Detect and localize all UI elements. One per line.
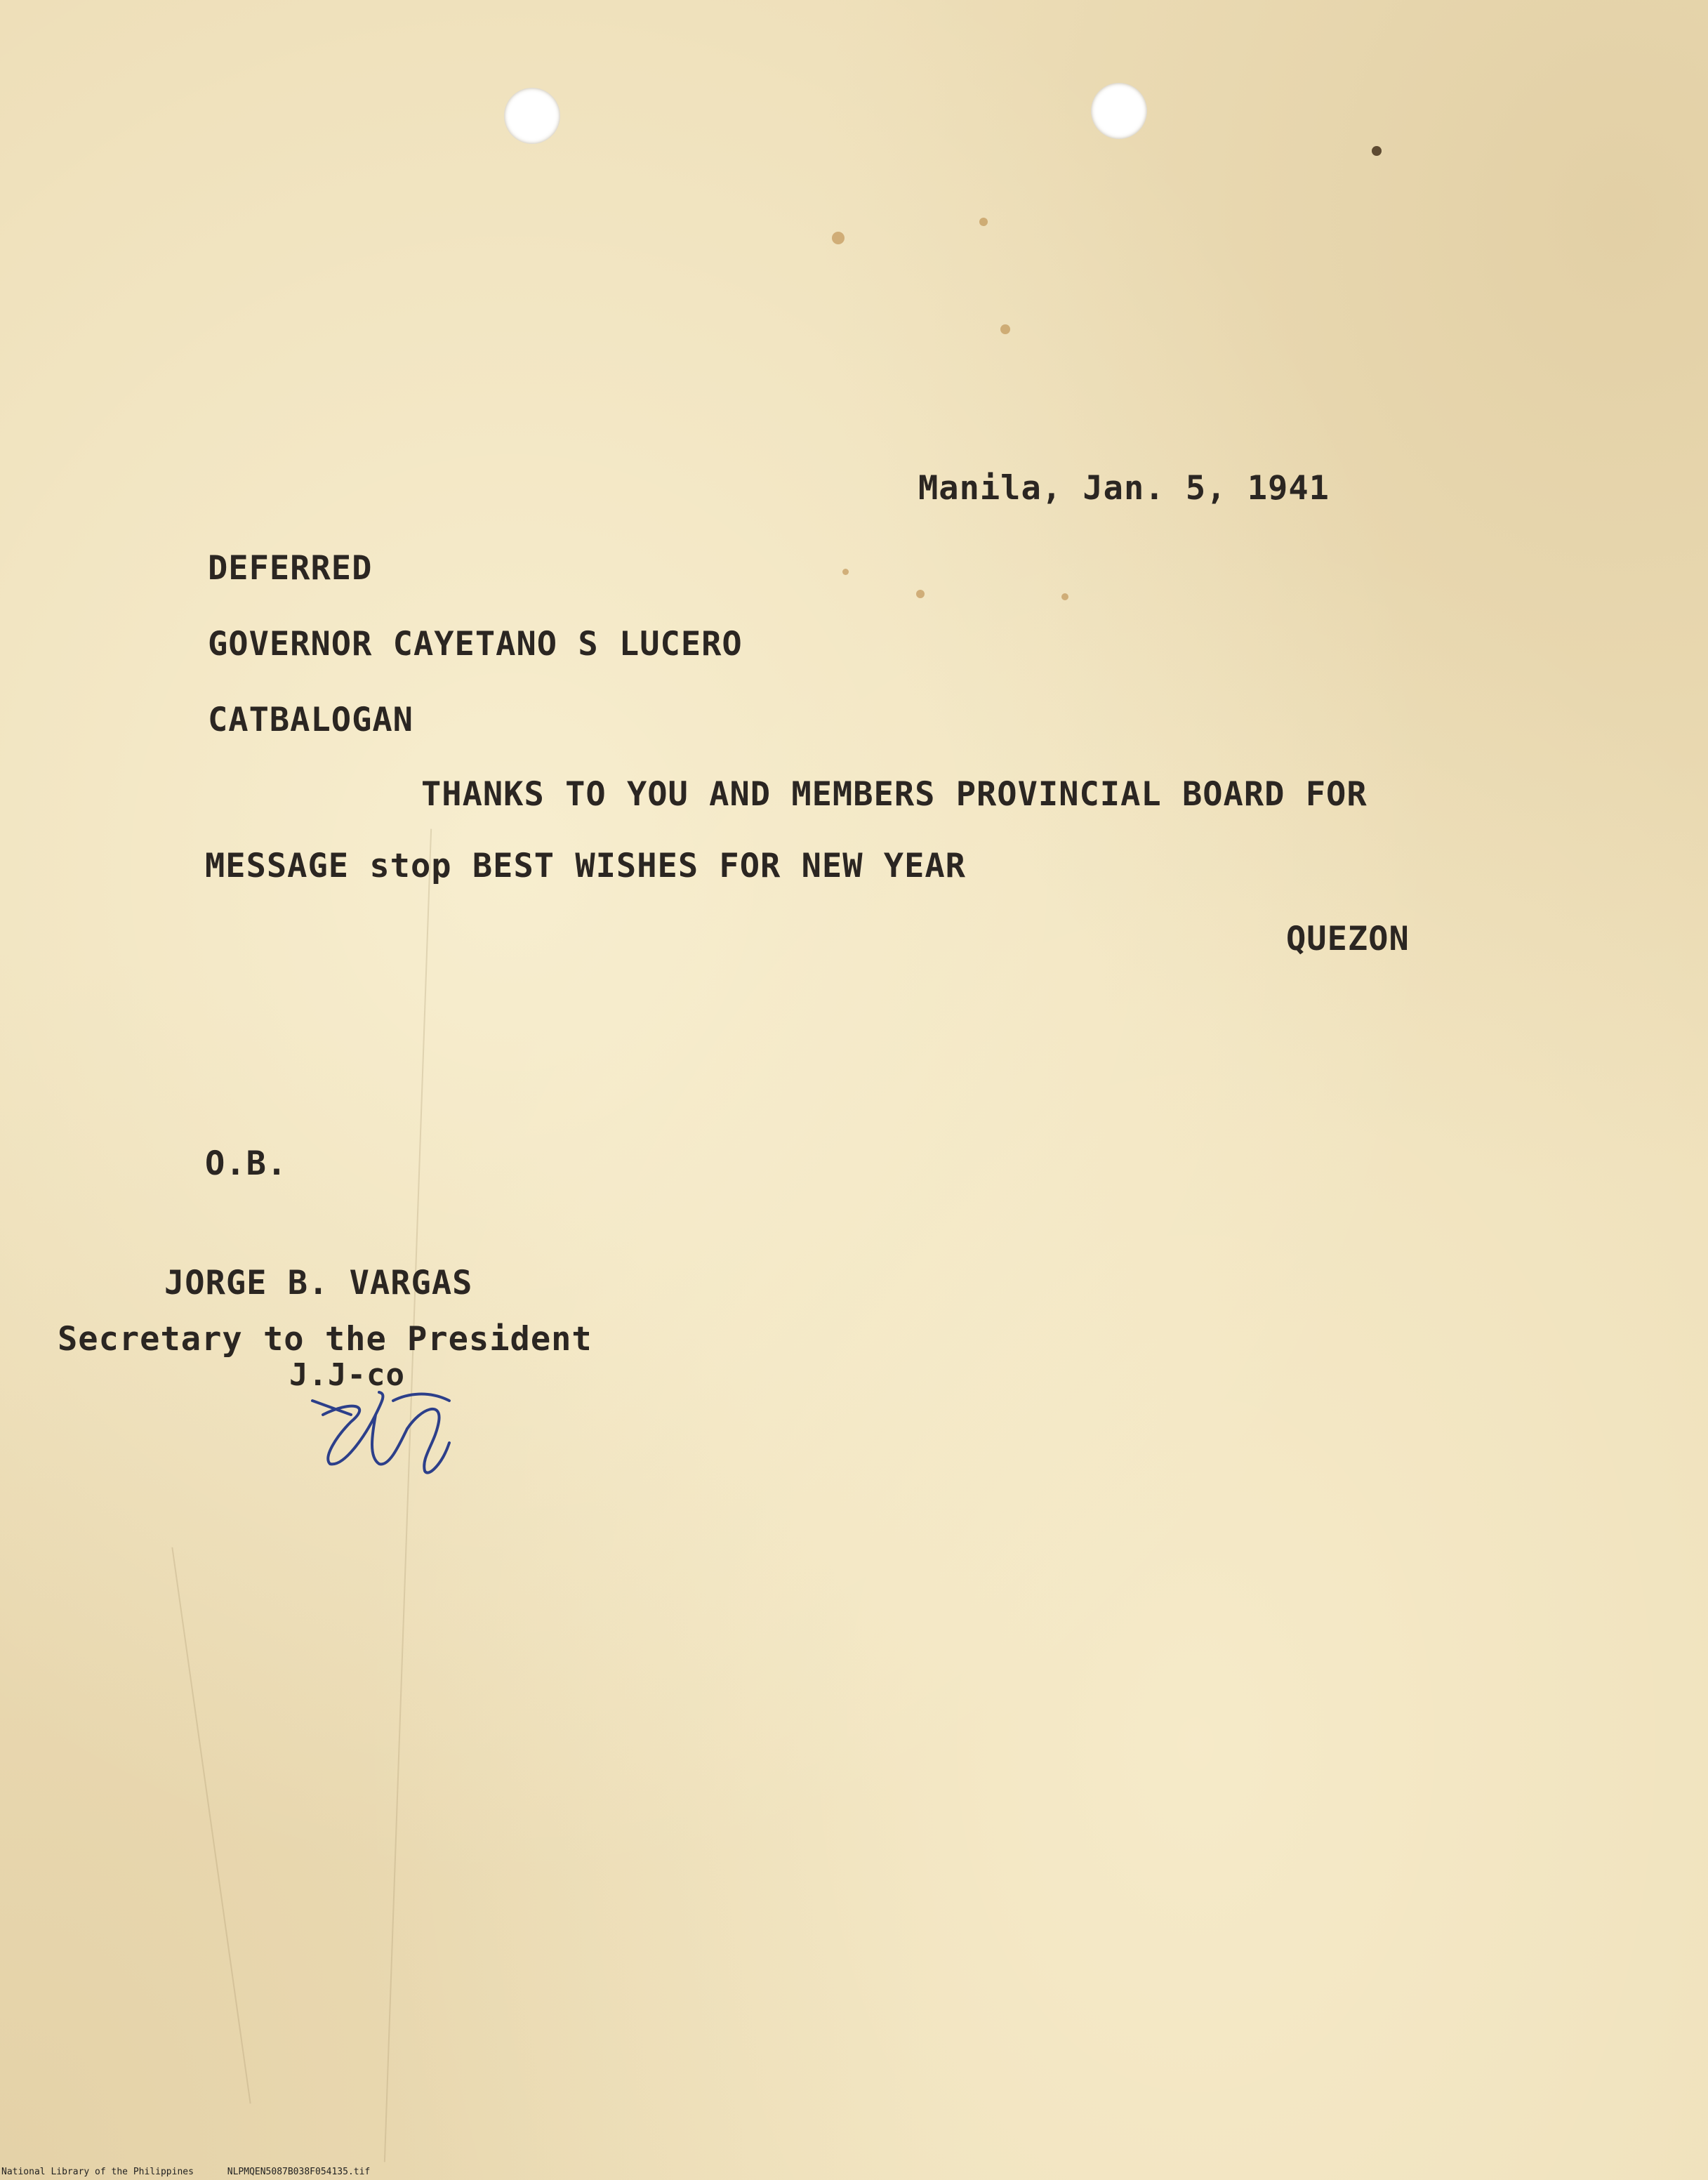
- location-line: CATBALOGAN: [208, 701, 413, 739]
- stain: [842, 569, 849, 575]
- stain: [916, 590, 925, 598]
- stain: [1061, 593, 1068, 600]
- archive-name: National Library of the Philippines: [1, 2167, 194, 2177]
- stain: [1372, 146, 1382, 156]
- message-body-line-2: MESSAGE stop BEST WISHES FOR NEW YEAR: [205, 847, 966, 885]
- paper-crease: [384, 829, 432, 2162]
- stain: [832, 232, 845, 244]
- punch-hole-right: [1091, 83, 1147, 139]
- signatory-name: JORGE B. VARGAS: [164, 1264, 473, 1302]
- place-date: Manila, Jan. 5, 1941: [918, 469, 1330, 508]
- paper-crease: [171, 1547, 251, 2103]
- archive-footer: [1, 2167, 398, 2177]
- message-body-line-1: THANKS TO YOU AND MEMBERS PROVINCIAL BOARD FOR: [421, 775, 1368, 814]
- handwritten-initials: [309, 1373, 470, 1478]
- stain: [979, 218, 988, 226]
- ob-notation: O.B.: [205, 1144, 288, 1183]
- sender-name: QUEZON: [1286, 920, 1410, 958]
- stain: [1000, 324, 1010, 334]
- typist-initials: J.J-co: [289, 1357, 405, 1393]
- punch-hole-left: [504, 88, 560, 144]
- addressee-line: GOVERNOR CAYETANO S LUCERO: [208, 625, 743, 663]
- file-id: NLPMQEN5087B038F054135.tif: [227, 2167, 371, 2177]
- signatory-title: Secretary to the President: [58, 1320, 592, 1359]
- priority-line: DEFERRED: [208, 549, 373, 588]
